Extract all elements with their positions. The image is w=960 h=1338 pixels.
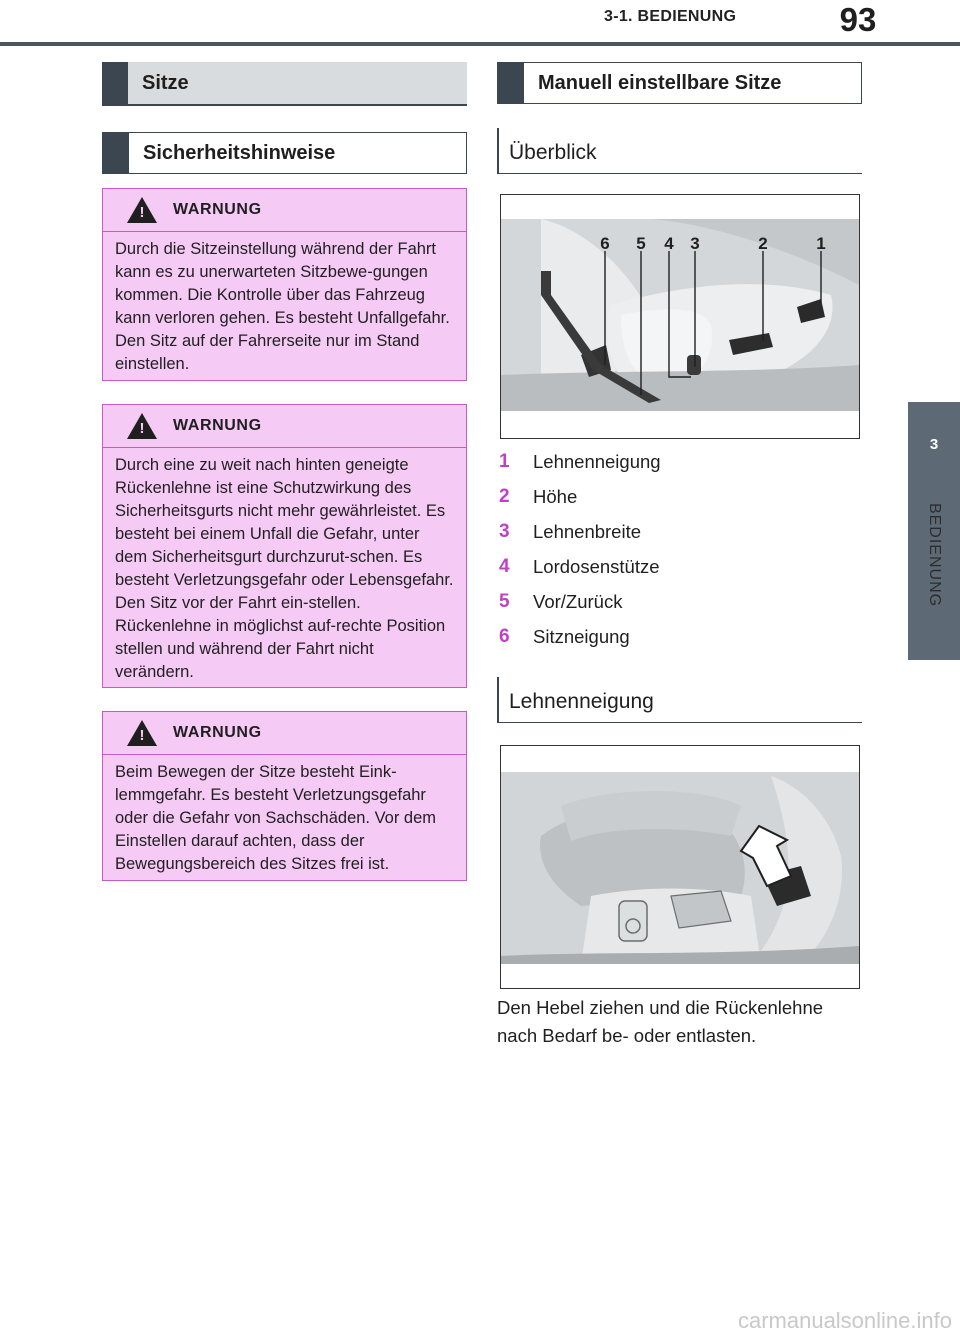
subheading-ueberblick xyxy=(497,128,862,174)
legend-item xyxy=(497,619,862,654)
warning-title: WARNUNG xyxy=(173,417,262,434)
subheading-lehnenneigung xyxy=(497,677,862,723)
warning-header xyxy=(103,405,466,448)
running-header: 3-1. BEDIENUNG xyxy=(604,8,737,25)
header-rule xyxy=(0,42,960,46)
heading-sitze xyxy=(102,62,467,104)
subheading-ueberblick-text: Überblick xyxy=(509,141,597,164)
warning-header xyxy=(103,712,466,755)
legend-number: 2 xyxy=(499,485,510,507)
legend-item xyxy=(497,514,862,549)
warning-box-2 xyxy=(102,404,467,688)
heading-manuell-text: Manuell einstellbare Sitze xyxy=(538,71,782,94)
warning-title: WARNUNG xyxy=(173,201,262,218)
legend-number: 1 xyxy=(499,450,510,472)
instruction-paragraph: Den Hebel ziehen und die Rückenlehne nach Bedarf be- oder entlasten. xyxy=(497,997,824,1046)
heading-bar xyxy=(102,62,128,104)
legend-label: Lehnenbreite xyxy=(533,520,642,542)
seat-overview-illustration xyxy=(501,195,859,438)
component-legend xyxy=(497,444,862,654)
warning-box-3 xyxy=(102,711,467,881)
exclamation-icon: ! xyxy=(139,204,145,221)
heading-sicherheitshinweise-text: Sicherheitshinweise xyxy=(143,141,336,164)
callout-4: 4 xyxy=(664,234,674,253)
legend-number: 4 xyxy=(499,555,510,577)
subheading-lehnenneigung-text: Lehnenneigung xyxy=(509,690,654,713)
legend-number: 3 xyxy=(499,520,510,542)
legend-label: Sitzneigung xyxy=(533,625,630,647)
heading-sitze-text: Sitze xyxy=(142,71,189,94)
heading-manuell-einstellbare-sitze xyxy=(497,62,862,104)
exclamation-icon: ! xyxy=(139,727,145,744)
watermark: carmanualsonline.info xyxy=(737,1308,952,1333)
warning-title: WARNUNG xyxy=(173,724,262,741)
warning-text: Beim Bewegen der Sitze besteht Eink-lemmgefahr. Es besteht Verletzungsgefahr oder die Gefahr von Sachschäden. Vor dem Einstellen darauf achten, dass der Bewegungsbereich des Sitzes frei ist. xyxy=(115,763,437,873)
chapter-label: BEDIENUNG xyxy=(926,502,943,608)
chapter-number: 3 xyxy=(929,436,939,453)
legend-label: Vor/Zurück xyxy=(533,590,623,612)
backrest-lever-illustration xyxy=(501,746,859,988)
heading-bar xyxy=(498,63,524,103)
warning-header xyxy=(103,189,466,232)
callout-3: 3 xyxy=(690,234,700,253)
heading-bar xyxy=(103,133,129,173)
legend-item xyxy=(497,549,862,584)
legend-item xyxy=(497,479,862,514)
legend-label: Lordosenstütze xyxy=(533,555,660,577)
legend-number: 6 xyxy=(499,625,510,647)
exclamation-icon: ! xyxy=(139,420,145,437)
warning-text: Durch eine zu weit nach hinten geneigte Rückenlehne ist eine Schutzwirkung des Sicherheitsgurts nicht mehr gewährleistet. Es besteht bei einem Unfall die Gefahr, unter dem Sicherheitsgurt durchzurut-schen. Es besteht Verletzungsgefahr oder Lebensgefahr. Den Sitz vor der Fahrt ein-stellen. Rückenlehne in möglichst auf-rechte Position stellen und während der Fahrt nicht verändern. xyxy=(115,456,454,681)
legend-item xyxy=(497,584,862,619)
callout-6: 6 xyxy=(600,234,610,253)
legend-label: Höhe xyxy=(533,485,578,507)
legend-number: 5 xyxy=(499,590,510,612)
callout-1: 1 xyxy=(816,234,826,253)
callout-5: 5 xyxy=(636,234,646,253)
warning-text: Durch die Sitzeinstellung während der Fahrt kann es zu unerwarteten Sitzbewe-gungen kommen. Die Kontrolle über das Fahrzeug kann verloren gehen. Es besteht Unfallgefahr. Den Sitz auf der Fahrerseite nur im Stand einstellen. xyxy=(115,240,450,373)
page-number: 93 xyxy=(839,1,877,38)
backrest-lever-figure xyxy=(500,745,860,989)
warning-box-1 xyxy=(102,188,467,381)
legend-item xyxy=(497,444,862,479)
heading-sicherheitshinweise xyxy=(102,132,467,174)
seat-overview-figure xyxy=(500,194,860,439)
callout-2: 2 xyxy=(758,234,768,253)
legend-label: Lehnenneigung xyxy=(533,450,661,472)
